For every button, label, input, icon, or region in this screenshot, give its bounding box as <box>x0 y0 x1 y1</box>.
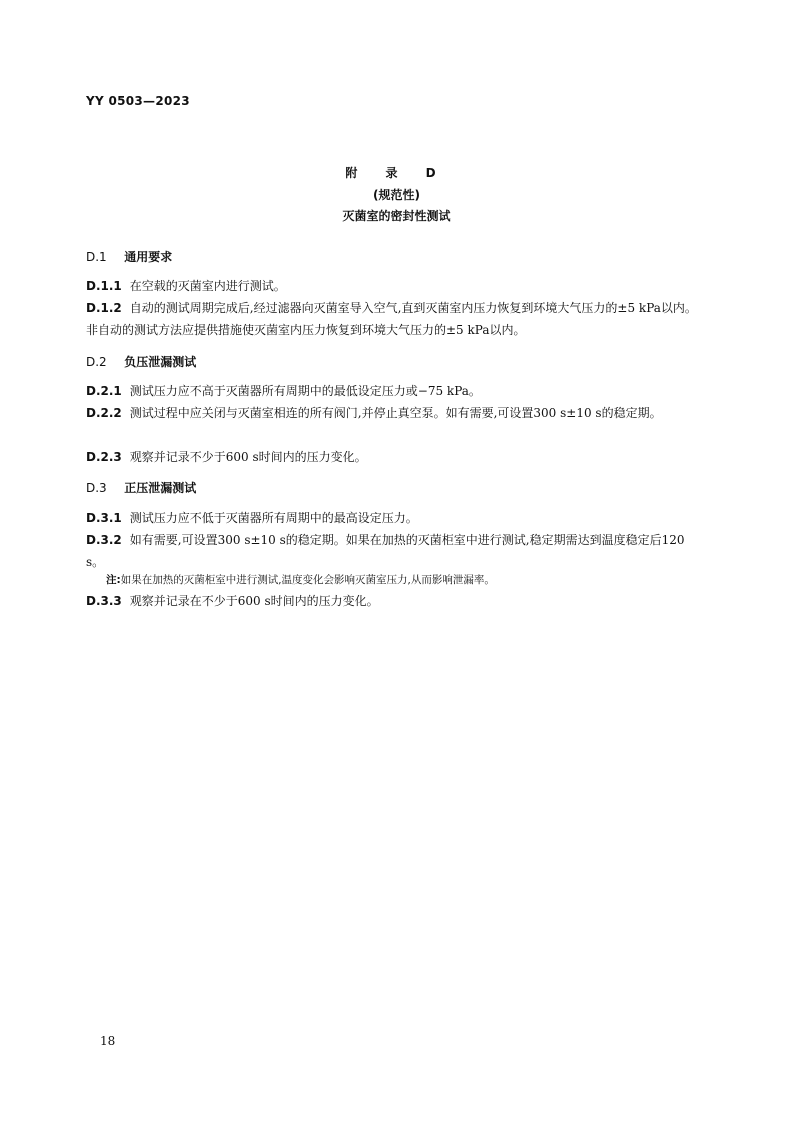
clause-d3-3 <box>86 590 706 612</box>
page-number: 18 <box>100 1034 116 1048</box>
section-heading-d2 <box>86 353 196 371</box>
clause-text: 测试压力应不低于灭菌器所有周期中的最高设定压力。 <box>129 511 418 525</box>
clause-text: 测试过程中应关闭与灭菌室相连的所有阀门,并停止真空泵。如有需要,可设置300 s±10 s的稳定期。 <box>129 406 662 420</box>
clause-d2-3 <box>86 446 706 468</box>
section-title: 负压泄漏测试 <box>124 355 197 369</box>
note <box>106 572 706 588</box>
clause-d2-1 <box>86 380 706 402</box>
annex-subtitle: 灭菌室的密封性测试 <box>342 209 451 223</box>
annex-title: 附 录 D <box>345 166 448 180</box>
clause-text: 在空载的灭菌室内进行测试。 <box>129 279 286 293</box>
clause-text: 测试压力应不高于灭菌器所有周期中的最低设定压力或−75 kPa。 <box>129 384 481 398</box>
clause-d3-1 <box>86 507 706 529</box>
section-heading-d3 <box>86 479 196 497</box>
clause-text: 观察并记录不少于600 s时间内的压力变化。 <box>129 450 367 464</box>
clause-number: D.2.3 <box>86 450 122 464</box>
section-heading-d1 <box>86 248 172 266</box>
clause-number: D.3.1 <box>86 511 122 525</box>
clause-text: 观察并记录在不少于600 s时间内的压力变化。 <box>129 594 379 608</box>
section-title: 正压泄漏测试 <box>124 481 197 495</box>
section-number: D.2 <box>86 355 107 369</box>
clause-number: D.1.1 <box>86 279 122 293</box>
section-number: D.3 <box>86 481 107 495</box>
clause-text: 如有需要,可设置300 s±10 s的稳定期。如果在加热的灭菌柜室中进行测试,稳定期需达到温度稳定后120 s。 <box>86 533 685 569</box>
clause-d2-2 <box>86 402 706 424</box>
clause-number: D.2.1 <box>86 384 122 398</box>
section-title: 通用要求 <box>124 250 173 264</box>
clause-d1-2 <box>86 297 706 341</box>
note-label: 注: <box>106 574 121 586</box>
clause-number: D.3.2 <box>86 533 122 547</box>
note-text: 如果在加热的灭菌柜室中进行测试,温度变化会影响灭菌室压力,从而影响泄漏率。 <box>120 574 495 586</box>
clause-d1-1 <box>86 275 706 297</box>
clause-number: D.1.2 <box>86 301 122 315</box>
document-code: YY 0503—2023 <box>86 94 190 108</box>
clause-number: D.2.2 <box>86 406 122 420</box>
annex-title-block <box>0 163 793 228</box>
clause-text: 自动的测试周期完成后,经过滤器向灭菌室导入空气,直到灭菌室内压力恢复到环境大气压力的±5 kPa以内。非自动的测试方法应提供措施使灭菌室内压力恢复到环境大气压力的±5 kPa以内。 <box>86 301 697 337</box>
clause-number: D.3.3 <box>86 594 122 608</box>
clause-d3-2 <box>86 529 706 573</box>
annex-status: (规范性) <box>373 187 420 202</box>
section-number: D.1 <box>86 250 107 264</box>
